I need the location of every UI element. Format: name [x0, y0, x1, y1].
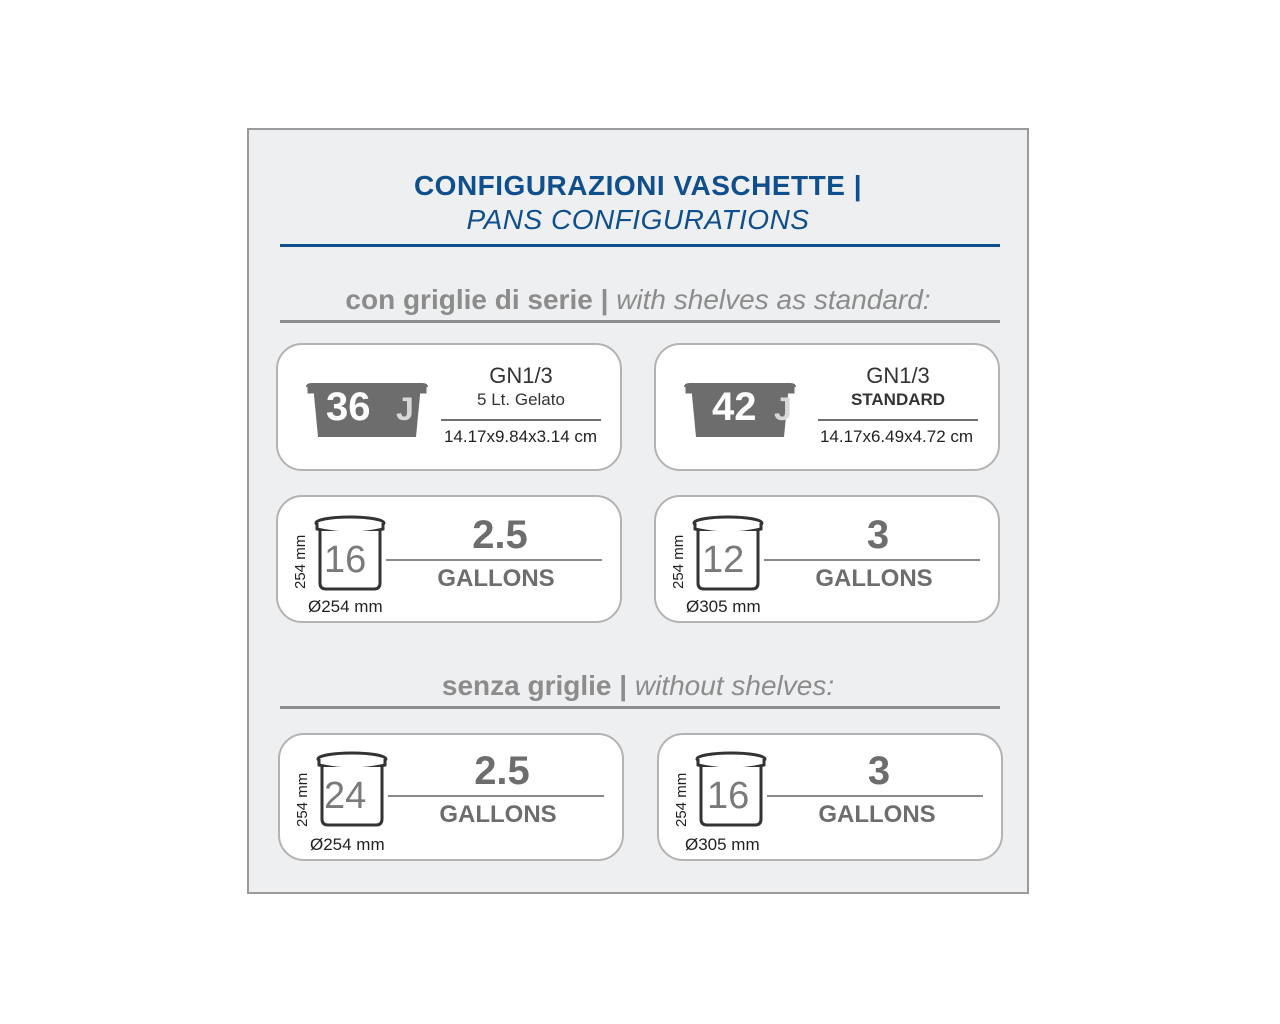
gn-card-2: [654, 343, 1000, 471]
gn-divider: [441, 419, 601, 421]
tub-card-without-1: [278, 733, 624, 861]
section-without-shelves: [249, 670, 1027, 702]
gn-dimensions: 14.17x6.49x4.72 cm: [819, 427, 974, 446]
gn-subtitle: 5 Lt. Gelato: [477, 390, 565, 409]
gallons-value: 3: [866, 513, 890, 557]
tub-diameter: Ø254 mm: [310, 835, 385, 854]
gallons-label: GALLONS: [815, 565, 933, 592]
gn-count: 36: [326, 385, 371, 429]
gallons-value: 2.5: [472, 513, 528, 557]
section-without-label-en: without shelves:: [634, 670, 835, 701]
gallons-value: 3: [867, 749, 891, 793]
gallons-divider: [764, 559, 980, 561]
gn-count: 42: [712, 385, 757, 429]
gn-unit-icon: J: [396, 391, 414, 427]
gn-unit-icon: J: [774, 391, 792, 427]
section-without-label-it: senza griglie |: [441, 670, 628, 701]
section-with-label-en: with shelves as standard:: [616, 284, 931, 315]
tub-card-with-2: [654, 495, 1000, 623]
title-divider: [280, 244, 1000, 247]
tub-card-with-1: [276, 495, 622, 623]
gallons-divider: [767, 795, 983, 797]
tub-card-without-2: [657, 733, 1003, 861]
tub-height: 254 mm: [673, 772, 690, 827]
tub-diameter: Ø305 mm: [686, 597, 761, 616]
section-with-divider: [280, 320, 1000, 323]
tub-count: 16: [324, 539, 367, 581]
gn-name: GN1/3: [866, 363, 930, 388]
title-italian: CONFIGURAZIONI VASCHETTE |: [413, 170, 863, 201]
tub-height: 254 mm: [670, 534, 687, 589]
tub-count: 16: [707, 775, 750, 817]
gn-subtitle: STANDARD: [850, 390, 946, 409]
gallons-divider: [386, 559, 602, 561]
tub-count: 12: [702, 539, 745, 581]
tub-diameter: Ø305 mm: [685, 835, 760, 854]
title-english: PANS CONFIGURATIONS: [466, 204, 810, 235]
section-with-label-it: con griglie di serie |: [345, 284, 609, 315]
gallons-divider: [388, 795, 604, 797]
gallons-label: GALLONS: [818, 801, 936, 828]
gallons-value: 2.5: [474, 749, 530, 793]
section-with-shelves: [249, 284, 1027, 316]
section-without-divider: [280, 706, 1000, 709]
pans-configuration-panel: [247, 128, 1029, 894]
tub-diameter: Ø254 mm: [308, 597, 383, 616]
gn-name: GN1/3: [489, 363, 553, 388]
gallons-label: GALLONS: [439, 801, 557, 828]
tub-height: 254 mm: [294, 772, 311, 827]
gn-dimensions: 14.17x9.84x3.14 cm: [443, 427, 598, 446]
gn-card-1: [276, 343, 622, 471]
tub-height: 254 mm: [292, 534, 309, 589]
gn-divider: [818, 419, 978, 421]
tub-count: 24: [324, 775, 367, 817]
gallons-label: GALLONS: [437, 565, 555, 592]
